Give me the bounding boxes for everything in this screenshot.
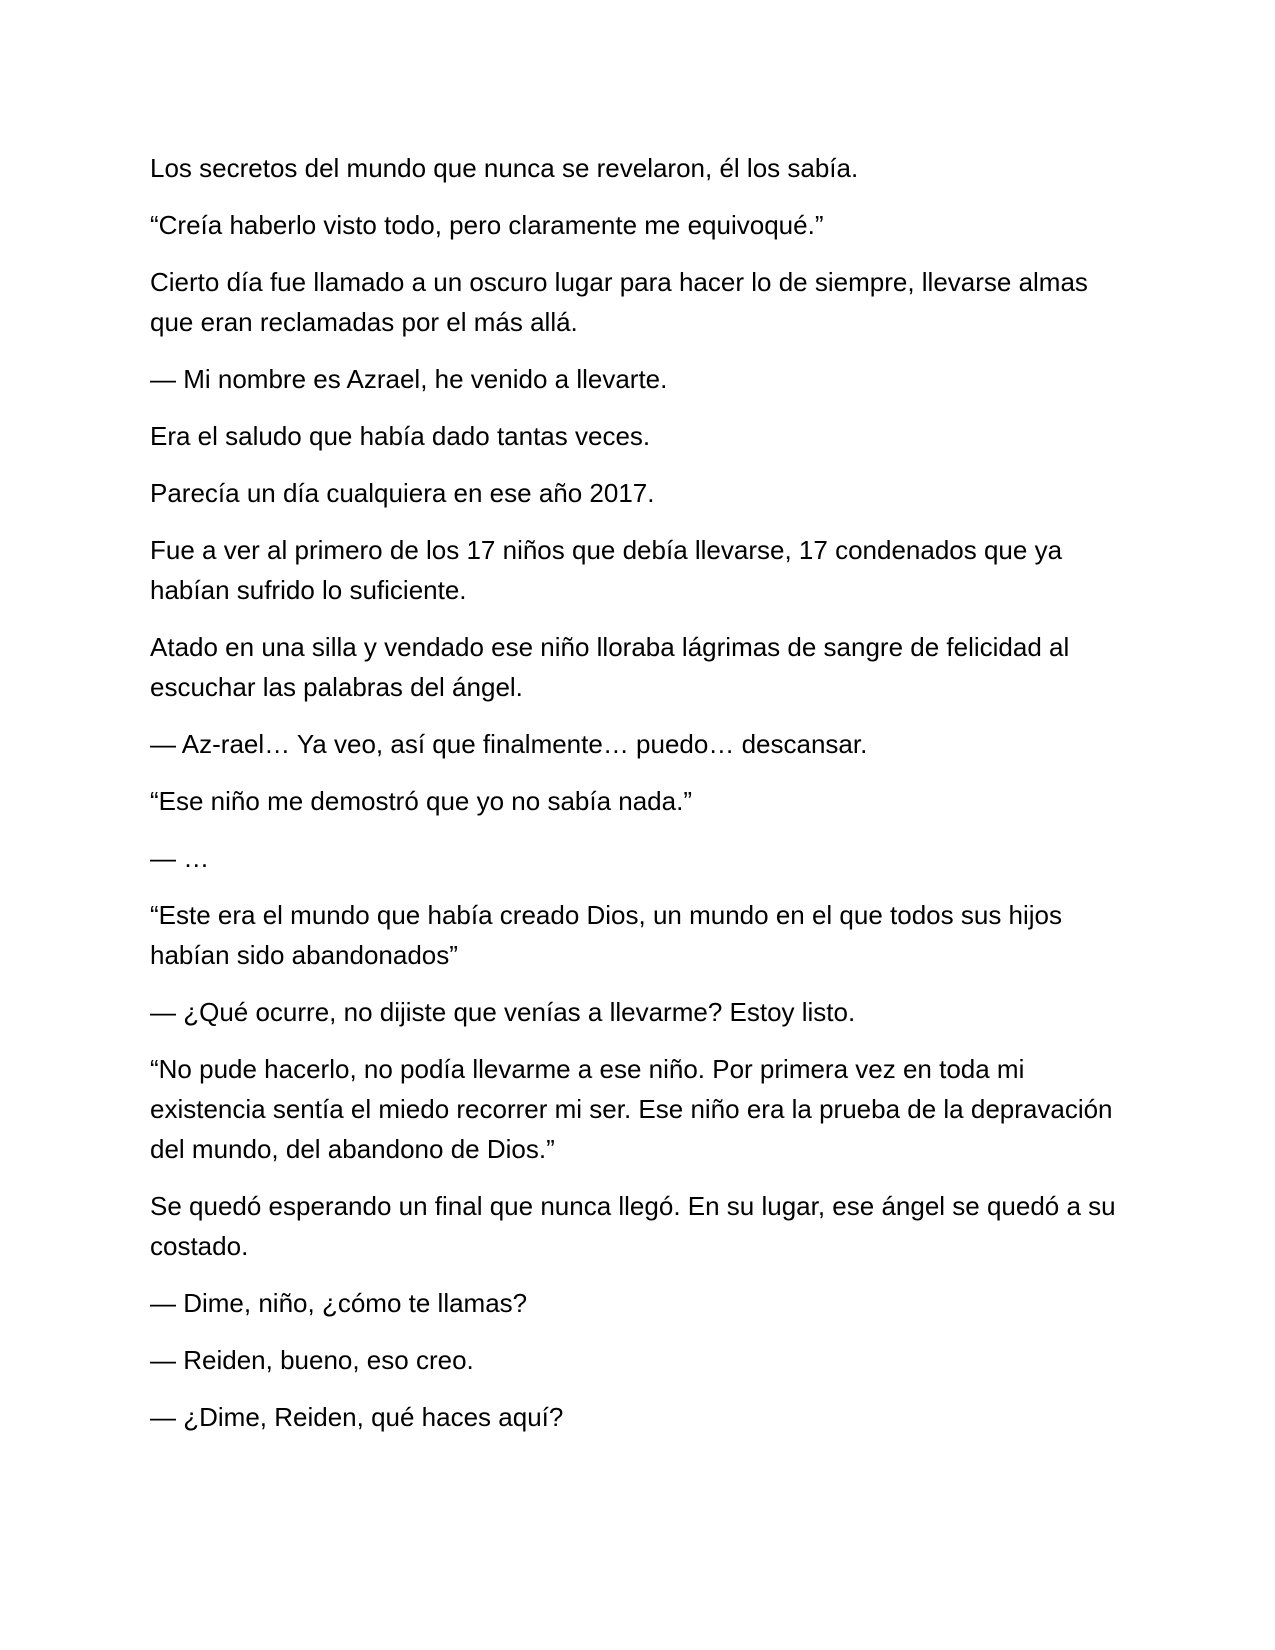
paragraph: “Este era el mundo que había creado Dios, un mundo en el que todos sus hijos habían sido abandonados”	[150, 900, 1063, 970]
paragraph: — Mi nombre es Azrael, he venido a llevarte.	[150, 364, 668, 394]
paragraph: Era el saludo que había dado tantas veces.	[150, 421, 651, 451]
paragraph: — ¿Qué ocurre, no dijiste que venías a llevarme? Estoy listo.	[150, 997, 856, 1027]
paragraph: Cierto día fue llamado a un oscuro lugar para hacer lo de siempre, llevarse almas que eran reclamadas por el más allá.	[150, 267, 1088, 337]
paragraph: “Creía haberlo visto todo, pero claramente me equivoqué.”	[150, 210, 824, 240]
paragraph: — …	[150, 843, 210, 873]
paragraph: Parecía un día cualquiera en ese año 2017.	[150, 478, 655, 508]
paragraph: Fue a ver al primero de los 17 niños que debía llevarse, 17 condenados que ya habían sufrido lo suficiente.	[150, 535, 1063, 605]
paragraph: Se quedó esperando un final que nunca llegó. En su lugar, ese ángel se quedó a su costado.	[150, 1191, 1116, 1261]
paragraph: — ¿Dime, Reiden, qué haces aquí?	[150, 1402, 564, 1432]
document-body	[150, 148, 1130, 1454]
paragraph: “Ese niño me demostró que yo no sabía nada.”	[150, 786, 692, 816]
paragraph: Los secretos del mundo que nunca se revelaron, él los sabía.	[150, 153, 859, 183]
paragraph: — Az-rael… Ya veo, así que finalmente… puedo… descansar.	[150, 729, 868, 759]
paragraph: “No pude hacerlo, no podía llevarme a ese niño. Por primera vez en toda mi existencia sentía el miedo recorrer mi ser. Ese niño era la prueba de la depravación del mundo, del abandono de Dios.”	[150, 1054, 1113, 1164]
paragraph: Atado en una silla y vendado ese niño lloraba lágrimas de sangre de felicidad al escuchar las palabras del ángel.	[150, 632, 1070, 702]
paragraph: — Dime, niño, ¿cómo te llamas?	[150, 1288, 528, 1318]
paragraph: — Reiden, bueno, eso creo.	[150, 1345, 474, 1375]
